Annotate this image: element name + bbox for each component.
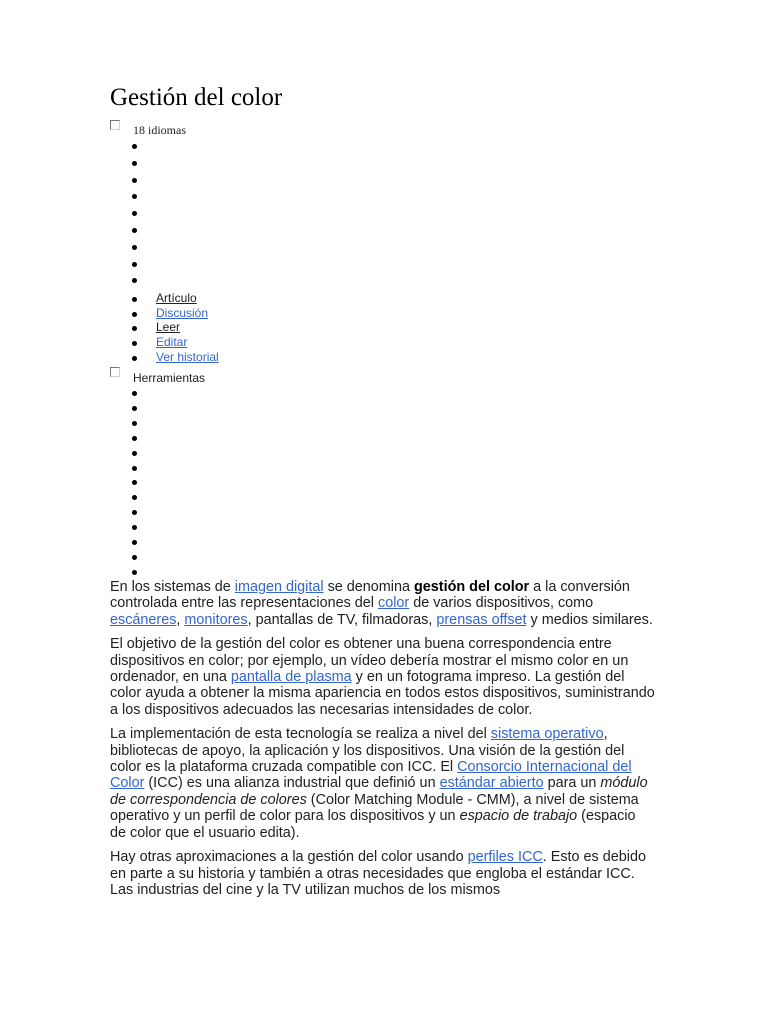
- article-link[interactable]: sistema operativo: [490, 726, 604, 743]
- view-bullet: [132, 356, 137, 361]
- view-leer[interactable]: Leer: [156, 320, 181, 334]
- tools-list-item: [132, 495, 137, 500]
- text-run: , pantallas de TV, filmadoras,: [247, 611, 437, 628]
- text-run: a la conversión controlada entre las representaciones del: [110, 579, 630, 612]
- text-run: y medios similares.: [526, 611, 653, 628]
- text-run: (espacio de color que el usuario edita).: [110, 808, 636, 841]
- paragraph: [110, 579, 655, 628]
- page-title: Gestión del color: [110, 84, 283, 111]
- text-run: ,: [176, 611, 185, 628]
- tools-list-item: [132, 570, 137, 575]
- tab-artículo[interactable]: Artículo: [156, 291, 197, 305]
- article-link[interactable]: color: [378, 595, 410, 612]
- tab-bullet: [132, 312, 137, 317]
- text-run: se denomina: [323, 579, 414, 595]
- text-run: (ICC) es una alianza industrial que definió un: [144, 775, 440, 792]
- view-bullet: [132, 326, 137, 331]
- language-list-item: [132, 278, 137, 283]
- article-link[interactable]: prensas offset: [436, 611, 527, 628]
- tools-list-item: [132, 466, 137, 471]
- language-list-item: [132, 245, 137, 250]
- language-list-item: [132, 178, 137, 183]
- article-link[interactable]: perfiles ICC: [467, 849, 543, 866]
- bold-term: gestión del color: [413, 579, 530, 595]
- text-run: para un: [543, 775, 601, 792]
- tools-list-item: [132, 540, 137, 545]
- article-link[interactable]: estándar abierto: [439, 775, 544, 792]
- text-run: El objetivo de la gestión del color es obtener una buena correspondencia entre dispositivos en color; por ejemplo, un vídeo debería mostrar el mismo color en un ordenador, en una: [110, 636, 629, 686]
- tools-list-item: [132, 406, 137, 411]
- tools-list-item: [132, 480, 137, 485]
- tools-checkbox[interactable]: [110, 367, 120, 377]
- language-list-item: [132, 262, 137, 267]
- tools-label[interactable]: Herramientas: [133, 371, 206, 385]
- languages-checkbox[interactable]: [110, 120, 120, 130]
- view-ver-historial[interactable]: Ver historial: [156, 349, 219, 364]
- italic-term: módulo de correspondencia de colores: [110, 775, 648, 808]
- view-editar[interactable]: Editar: [156, 334, 188, 349]
- paragraph: [110, 849, 655, 898]
- tools-list-item: [132, 421, 137, 426]
- text-run: La implementación de esta tecnología se realiza a nivel del: [110, 726, 491, 743]
- tools-list-item: [132, 525, 137, 530]
- text-run: Hay otras aproximaciones a la gestión del color usando: [110, 849, 468, 866]
- tab-discusión[interactable]: Discusión: [156, 305, 209, 320]
- text-run: . Esto es debido en parte a su historia y también a otras necesidades que engloba el estándar ICC. Las industrias del cine y la TV utilizan muchos de los mismos: [110, 849, 646, 898]
- tools-list-item: [132, 436, 137, 441]
- language-list-item: [132, 228, 137, 233]
- article-link[interactable]: imagen digital: [234, 579, 324, 595]
- article-link[interactable]: Consorcio Internacional del Color: [110, 759, 632, 792]
- italic-term: espacio de trabajo: [459, 808, 578, 825]
- tools-list-item: [132, 555, 137, 560]
- text-run: En los sistemas de: [110, 579, 235, 595]
- text-run: de varios dispositivos, como: [409, 595, 594, 612]
- paragraph: [110, 636, 655, 718]
- tools-list-item: [132, 391, 137, 396]
- tab-bullet: [132, 297, 137, 302]
- text-run: y en un fotograma impreso. La gestión del color ayuda a obtener la misma apariencia en todos estos dispositivos, suministrando a los dispositivos adecuados las necesarias intensidades de color.: [110, 669, 655, 718]
- view-bullet: [132, 341, 137, 346]
- article-link[interactable]: monitores: [184, 611, 248, 628]
- paragraph: [110, 726, 655, 841]
- tools-list-item: [132, 510, 137, 515]
- language-list-item: [132, 161, 137, 166]
- article-link[interactable]: pantalla de plasma: [230, 669, 352, 686]
- article-body: [110, 579, 655, 906]
- text-run: (Color Matching Module - CMM), a nivel de sistema operativo y un perfil de color para los dispositivos y un: [110, 791, 639, 825]
- tools-list-item: [132, 451, 137, 456]
- language-list-item: [132, 211, 137, 216]
- languages-label[interactable]: 18 idiomas: [133, 123, 186, 137]
- language-list-item: [132, 194, 137, 199]
- text-run: , bibliotecas de apoyo, la aplicación y los dispositivos. Una visión de la gestión del color es la plataforma cruzada compatible con ICC. El: [110, 726, 625, 776]
- article-link[interactable]: escáneres: [110, 611, 177, 628]
- language-list-item: [132, 144, 137, 149]
